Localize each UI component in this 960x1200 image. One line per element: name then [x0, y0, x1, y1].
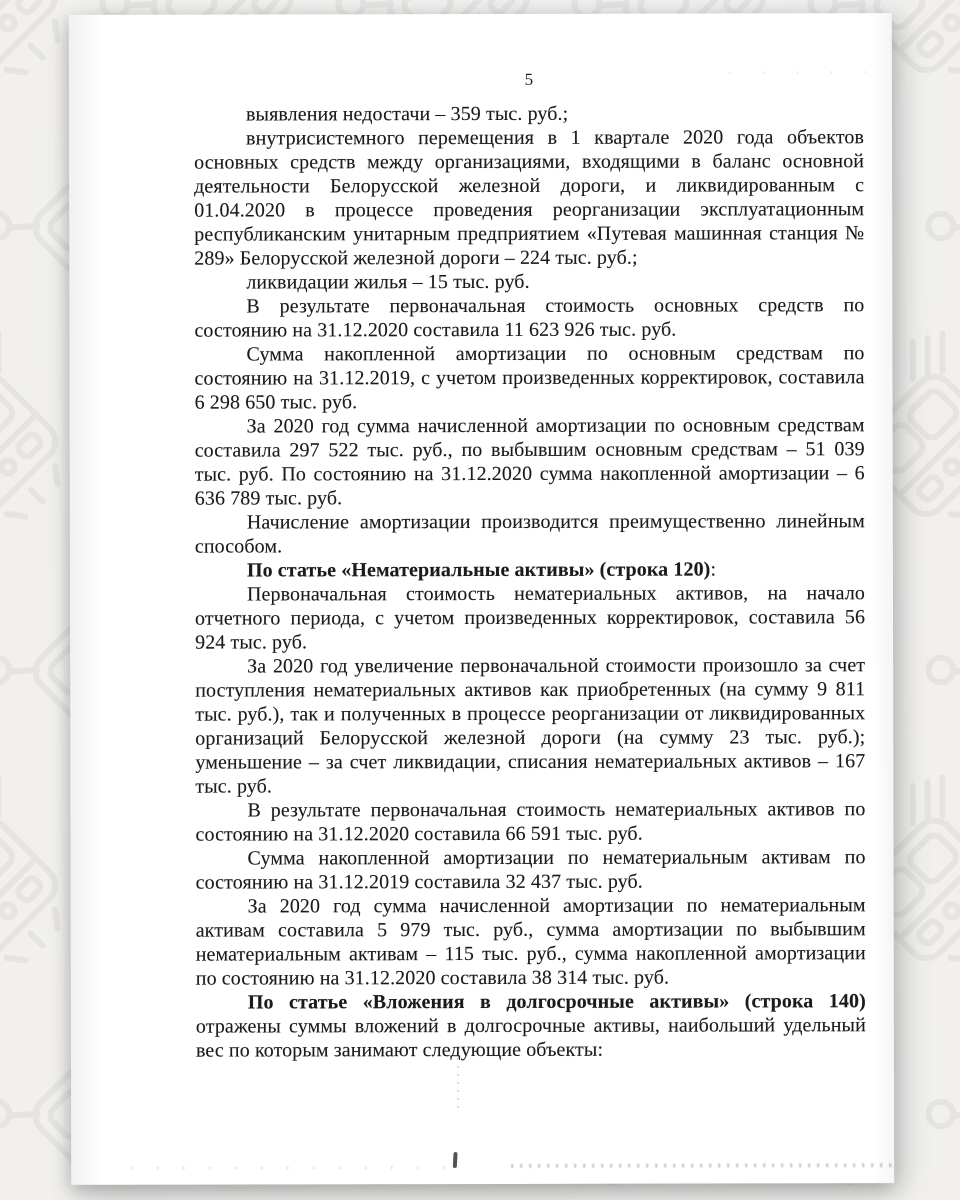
scan-noise-row-right	[511, 1163, 891, 1168]
paragraph-text: ликвидации жилья – 15 тыс. руб.	[246, 270, 530, 294]
paragraph	[194, 293, 864, 342]
document-body	[194, 101, 866, 1062]
paragraph	[195, 797, 865, 846]
scan-smudge	[453, 1152, 458, 1168]
paragraph-text: За 2020 год увеличение первоначальной стоимости произошло за счет поступления нематериальных активов как приобретенных (на сумму 9 811 тыс. руб.), так и полученных в процессе реорганизации от ликвидированных организаций Белорусской железной дороги (на сумму 23 тыс. руб.); уменьшение – за счет ликвидации, списания нематериальных активов – 167 тыс. руб.	[195, 654, 866, 798]
paragraph-text: За 2020 год сумма начисленной амортизации по основным средствам составила 297 522 тыс. руб., по выбывшим основным средствам – 51 039 тыс. руб. По состоянию на 31.12.2020 сумма накопленной амортизации – 6 636 789 тыс. руб.	[194, 414, 865, 510]
paragraph-heading-text: По статье «Вложения в долгосрочные активы» (строка 140)	[247, 990, 866, 1014]
paragraph-text: внутрисистемного перемещения в 1 квартале 2020 года объектов основных средств между организациями, входящими в баланс основной деятельности Белорусской железной дороги, и ликвидированным с 01.04.2020 в процессе проведения реорганизации эксплуатационным республиканским унитарным предприятием «Путевая машинная станция № 289» Белорусской железной дороги – 224 тыс. руб.;	[194, 126, 865, 270]
paragraph-text: Начисление амортизации производится преимущественно линейным способом.	[194, 510, 865, 558]
paragraph-text: выявления недостачи – 359 тыс. руб.;	[245, 102, 569, 126]
paragraph	[196, 989, 866, 1062]
document-page	[69, 13, 894, 1185]
scan-noise-row-left	[131, 1166, 451, 1170]
paragraph-text: В результате первоначальная стоимость нематериальных активов по состоянию на 31.12.2020 составила 66 591 тыс. руб.	[195, 798, 866, 846]
paragraph	[195, 509, 865, 558]
paragraph-text: За 2020 год сумма начисленной амортизации по нематериальным активам составила 5 979 тыс. руб., сумма амортизации по выбывшим нематериальным активам – 115 тыс. руб., сумма накопленной амортизации по состоянию на 31.12.2020 составила 38 314 тыс. руб.	[195, 894, 866, 990]
paragraph-text: :	[710, 558, 717, 581]
paragraph	[195, 413, 865, 510]
paragraph	[194, 125, 864, 270]
paragraph	[195, 653, 865, 798]
paragraph	[194, 101, 864, 126]
paragraph-heading-text: По статье «Нематериальные активы» (строка 120)	[246, 558, 711, 582]
page-number: 5	[524, 69, 534, 89]
paragraph-text: Первоначальная стоимость нематериальных активов, на начало отчетного периода, с учетом произведенных корректировок, составила 56 924 тыс. руб.	[195, 582, 866, 654]
paragraph-text: отражены суммы вложений в долгосрочные активы, наибольший удельный вес по которым занимают следующие объекты:	[195, 1014, 866, 1062]
paragraph	[194, 269, 864, 294]
paragraph	[194, 341, 864, 414]
paragraph-text: Сумма накопленной амортизации по основным средствам по состоянию на 31.12.2019, с учетом произведенных корректировок, составила 6 298 650 тыс. руб.	[194, 342, 865, 414]
paragraph	[196, 845, 866, 894]
paragraph-text: В результате первоначальная стоимость основных средств по состоянию на 31.12.2020 составила 11 623 926 тыс. руб.	[194, 294, 865, 342]
paragraph	[195, 557, 865, 582]
paragraph	[195, 581, 865, 654]
paragraph-text: Сумма накопленной амортизации по нематериальным активам по состоянию на 31.12.2019 составила 32 437 тыс. руб.	[195, 846, 866, 894]
paragraph	[196, 893, 866, 990]
